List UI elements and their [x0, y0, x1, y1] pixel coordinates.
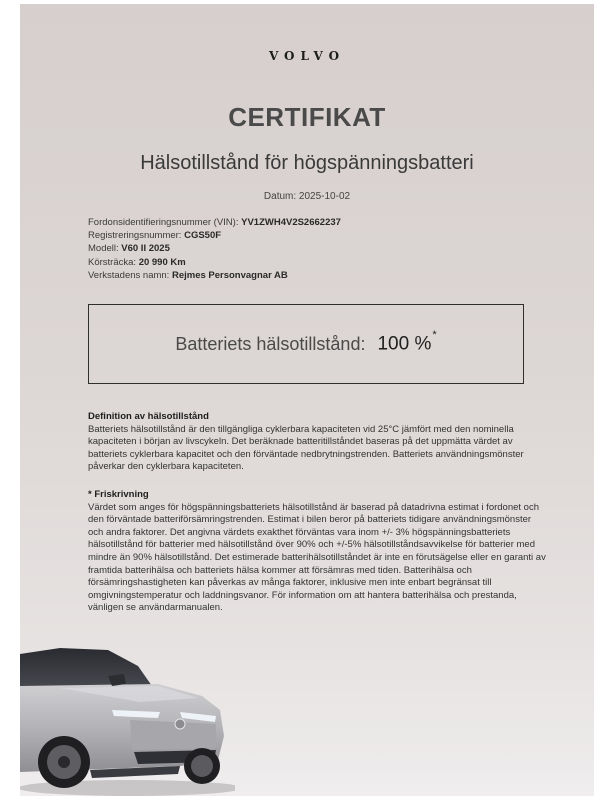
mileage-row — [88, 256, 341, 269]
mileage-label: Körsträcka: — [88, 256, 139, 268]
definition-text: Batteriets hälsotillstånd är den tillgängliga cyklerbara kapaciteten vid 25°C jämfört med den nominella kapaciteten i början av livscykeln. Det beräknade batteritillståndet baseras på det uppmätta värdet av batteriets cyklerbara kapacitet och den förväntade nedbrytningstrenden. Batteriets användningsmönster påverkar den cyklerbara kapaciteten. — [88, 423, 524, 473]
model-row — [88, 242, 341, 255]
registration-value: CGS50F — [184, 230, 222, 242]
vin-value: YV1ZWH4V2S2662237 — [241, 217, 341, 228]
page-subtitle: Hälsotillstånd för högspänningsbatteri — [140, 152, 474, 174]
workshop-label: Verkstadens namn: — [88, 269, 172, 281]
battery-health-value — [377, 328, 437, 355]
registration-row — [88, 229, 341, 242]
disclaimer-marker: * — [432, 328, 437, 341]
registration-label: Registreringsnummer: — [88, 230, 185, 242]
workshop-value: Rejmes Personvagnar AB — [171, 269, 288, 281]
disclaimer-text: Värdet som anges för högspänningsbatteriets hälsotillstånd är baserad på datadrivna estimat i fordonet och den förväntade batteriförsämringstrenden. Estimat i bilen beror på batteriets tidigare användningsmönster och andra faktorer. Det angivna värdets exakthet förväntas vara inom +/- 3% högspänningsbatteriets hälsotillstånd för batterier med hälsotillstånd över 90% och +/-5% hälsotillståndsavvikelse för batterier med mindre än 90% hälsotillstånd. Det estimerade batterihälsotillståndet är inte en förutsägelse eller en garanti av framtida batterihälsa och batteriets hälsa kommer att försämras med tiden. Batterihälsa och försämringshastigheten kan påverkas av många faktorer, inklusive men inte enbart begränsat till omgivningstemperatur och laddningsvanor. För information om att hantera batterihälsa och prestanda, vänligen se användarmanualen. — [88, 501, 546, 614]
certificate-date: Datum: 2025-10-02 — [263, 191, 351, 202]
mileage-value: 20 990 Km — [138, 256, 186, 268]
definition-section — [88, 411, 548, 474]
volvo-logo: VOLVO — [268, 49, 346, 63]
car-image — [20, 640, 235, 796]
model-label: Modell: — [88, 243, 122, 255]
definition-heading: Definition av hälsotillstånd — [88, 411, 209, 422]
page-edge — [594, 0, 601, 800]
battery-health-box — [88, 304, 524, 384]
battery-health-label: Batteriets hälsotillstånd: — [175, 333, 366, 354]
workshop-row — [88, 269, 341, 282]
vin-row — [88, 216, 341, 229]
page-title: CERTIFIKAT — [228, 102, 386, 132]
model-value: V60 II 2025 — [121, 243, 170, 255]
certificate-page — [20, 4, 594, 796]
vehicle-info — [88, 216, 341, 282]
battery-health-percent: 100 % — [377, 333, 432, 355]
disclaimer-section — [88, 489, 548, 615]
vin-label: Fordonsidentifieringsnummer (VIN): — [88, 217, 242, 228]
disclaimer-heading: * Friskrivning — [88, 489, 149, 500]
